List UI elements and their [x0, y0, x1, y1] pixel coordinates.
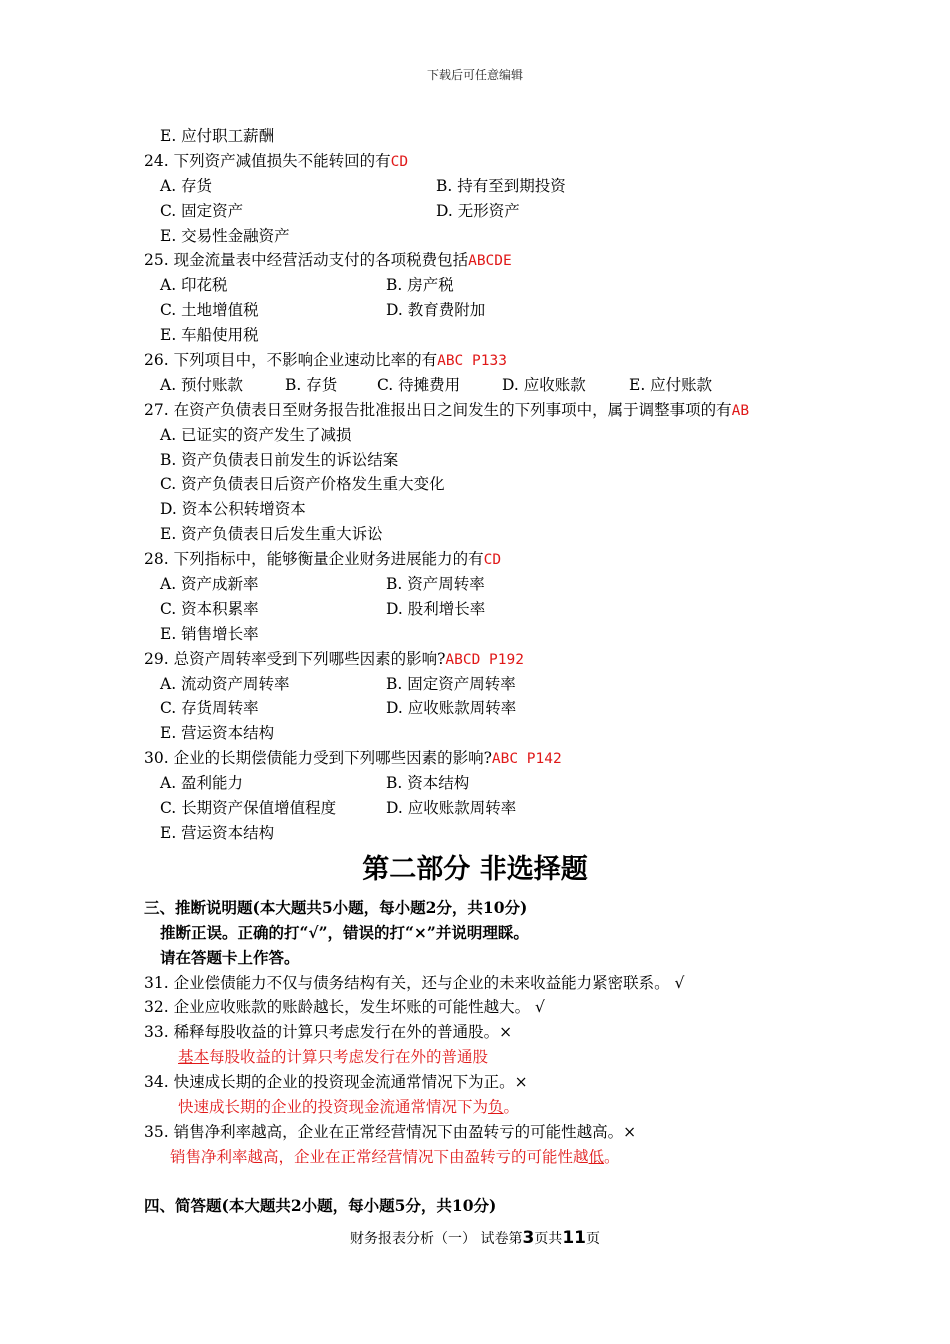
q24-answer: CD	[390, 153, 409, 170]
q27-option-a: A. 已证实的资产发生了减损	[160, 425, 352, 444]
q27-option-d: D. 资本公积转增资本	[160, 500, 306, 519]
part2-title: 第二部分 非选择题	[362, 853, 588, 885]
q33-stem: 33. 稀释每股收益的计算只考虑发行在外的普通股。×	[144, 1023, 513, 1042]
page-header: 下载后可任意编辑	[426, 68, 523, 82]
q28-stem: 28. 下列指标中，能够衡量企业财务进展能力的有CD	[144, 550, 502, 569]
q25-stem: 25. 现金流量表中经营活动支付的各项税费包括ABCDE	[144, 251, 512, 270]
q29-options-row1: A. 流动资产周转率 B. 固定资产周转率	[160, 674, 516, 693]
q28-answer: CD	[483, 552, 502, 569]
footer-page-number: 3	[522, 1228, 535, 1248]
q35-stem: 35. 销售净利率越高，企业在正常经营情况下由盈转亏的可能性越高。×	[144, 1122, 637, 1141]
q34-stem: 34. 快速成长期的企业的投资现金流通常情况下为正。×	[144, 1073, 528, 1092]
q27-option-c: C. 资产负债表日后资产价格发生重大变化	[160, 475, 445, 494]
q24-options-row2: C. 固定资产 D. 无形资产	[160, 201, 520, 220]
q25-options-row1: A. 印花税 B. 房产税	[160, 276, 454, 295]
q24-stem: 24. 下列资产减值损失不能转回的有CD	[144, 151, 409, 170]
q27-answer: AB	[731, 402, 750, 419]
section3-heading: 三、推断说明题(本大题共5小题，每小题2分，共10分)	[144, 897, 528, 917]
q27-option-e: E. 资产负债表日后发生重大诉讼	[160, 525, 383, 544]
q24-options-row3: E. 交易性金融资产	[160, 226, 290, 245]
q28-options-row3: E. 销售增长率	[160, 624, 259, 643]
page-footer: 财务报表分析（一） 试卷第3页共11页	[350, 1228, 600, 1248]
section3-instruction-2: 请在答题卡上作答。	[160, 947, 300, 967]
q27-stem: 27. 在资产负债表日至财务报告批准报出日之间发生的下列事项中，属于调整事项的有AB	[144, 400, 750, 419]
q26-stem: 26. 下列项目中，不影响企业速动比率的有ABC P133	[144, 351, 507, 370]
q27-option-b: B. 资产负债表日前发生的诉讼结案	[160, 450, 399, 469]
q23-option-e: E. 应付职工薪酬	[160, 127, 275, 145]
q26-answer: ABC P133	[437, 353, 507, 370]
q30-answer: ABC P142	[491, 751, 562, 768]
q26-options-row: A. 预付账款 B. 存货 C. 待摊费用 D. 应收账款 E. 应付账款	[160, 375, 713, 394]
q33-correction: 基本每股收益的计算只考虑发行在外的普通股	[178, 1048, 489, 1067]
section3-instruction-1: 推断正误。正确的打“√”，错误的打“×”并说明理睬。	[160, 922, 529, 942]
q31: 31. 企业偿债能力不仅与债务结构有关，还与企业的未来收益能力紧密联系。 √	[144, 973, 685, 992]
section4-heading: 四、简答题(本大题共2小题，每小题5分，共10分)	[144, 1195, 497, 1215]
q32: 32. 企业应收账款的账龄越长，发生坏账的可能性越大。 √	[144, 998, 545, 1017]
q30-options-row3: E. 营运资本结构	[160, 823, 275, 842]
q25-options-row2: C. 土地增值税 D. 教育费附加	[160, 301, 486, 320]
q29-options-row3: E. 营运资本结构	[160, 724, 275, 743]
q30-stem: 30. 企业的长期偿债能力受到下列哪些因素的影响?ABC P142	[144, 749, 562, 768]
q28-options-row2: C. 资本积累率 D. 股利增长率	[160, 599, 486, 618]
q35-correction: 销售净利率越高，企业在正常经营情况下由盈转亏的可能性越低。	[170, 1147, 620, 1166]
footer-total-pages: 11	[562, 1228, 586, 1248]
q28-options-row1: A. 资产成新率 B. 资产周转率	[160, 575, 485, 594]
q30-options-row1: A. 盈利能力 B. 资本结构	[160, 774, 470, 793]
q29-answer: ABCD P192	[445, 651, 524, 668]
exam-content	[144, 124, 824, 1219]
q24-options-row1: A. 存货 B. 持有至到期投资	[160, 176, 566, 195]
q29-stem: 29. 总资产周转率受到下列哪些因素的影响?ABCD P192	[144, 649, 524, 668]
q25-options-row3: E. 车船使用税	[160, 326, 259, 345]
q30-options-row2: C. 长期资产保值增值程度 D. 应收账款周转率	[160, 799, 517, 818]
q25-answer: ABCDE	[468, 253, 512, 270]
q29-options-row2: C. 存货周转率 D. 应收账款周转率	[160, 699, 517, 718]
q34-correction: 快速成长期的企业的投资现金流通常情况下为负。	[178, 1097, 520, 1116]
